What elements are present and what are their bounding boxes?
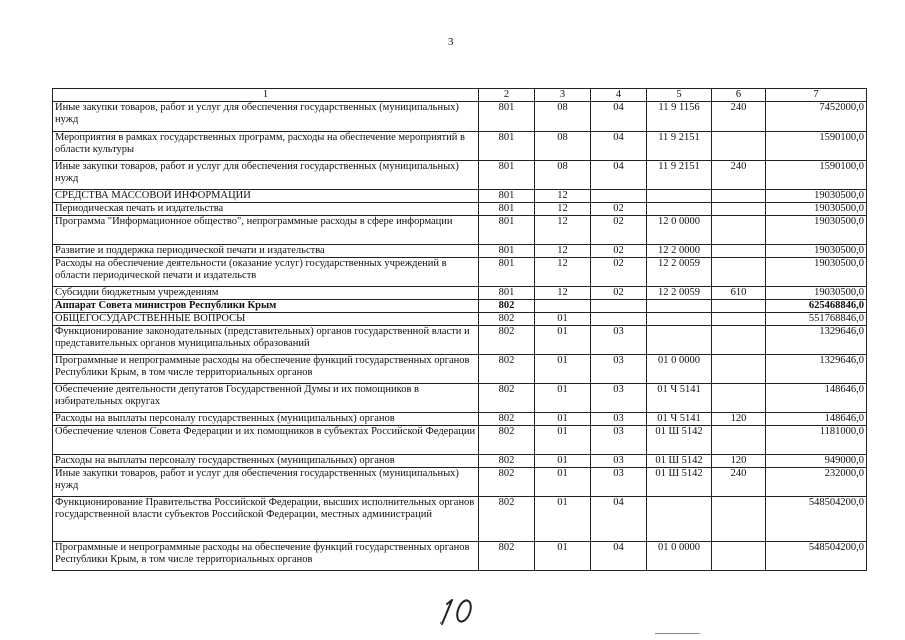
section-cell: 01: [535, 542, 591, 571]
table-row: [53, 300, 867, 313]
section-cell: 01: [535, 326, 591, 355]
expense-type-cell: [712, 258, 766, 287]
header-cell: 6: [712, 89, 766, 102]
target-article-cell: [647, 497, 712, 542]
sum-cell: 551768846,0: [766, 313, 867, 326]
grbs-cell: 802: [479, 542, 535, 571]
target-article-cell: 01 0 0000: [647, 355, 712, 384]
subsection-cell: 03: [591, 426, 647, 455]
grbs-cell: 802: [479, 300, 535, 313]
grbs-cell: 801: [479, 258, 535, 287]
sum-cell: 19030500,0: [766, 203, 867, 216]
row-name-cell: Субсидии бюджетным учреждениям: [53, 287, 479, 300]
sum-cell: 148646,0: [766, 413, 867, 426]
grbs-cell: 802: [479, 326, 535, 355]
expense-type-cell: 120: [712, 413, 766, 426]
header-cell: 3: [535, 89, 591, 102]
section-cell: 01: [535, 384, 591, 413]
row-name-cell: Расходы на выплаты персоналу государственных (муниципальных) органов: [53, 413, 479, 426]
row-name-cell: СРЕДСТВА МАССОВОЙ ИНФОРМАЦИИ: [53, 190, 479, 203]
sum-cell: 1590100,0: [766, 132, 867, 161]
section-cell: [535, 300, 591, 313]
table-row: [53, 497, 867, 542]
scan-artifact: [440, 622, 442, 624]
sum-cell: 148646,0: [766, 384, 867, 413]
grbs-cell: 801: [479, 161, 535, 190]
page-number: 3: [448, 36, 454, 48]
expense-type-cell: 240: [712, 161, 766, 190]
expense-type-cell: [712, 384, 766, 413]
target-article-cell: 01 Ш 5142: [647, 455, 712, 468]
section-cell: 12: [535, 216, 591, 245]
table-row: [53, 355, 867, 384]
row-name-cell: Программные и непрограммные расходы на обеспечение функций государственных органов Республики Крым, в том числе территориальных органов: [53, 542, 479, 571]
target-article-cell: [647, 313, 712, 326]
table-header-row: [53, 89, 867, 102]
section-cell: 01: [535, 426, 591, 455]
grbs-cell: 801: [479, 287, 535, 300]
table-row: [53, 132, 867, 161]
row-name-cell: Обеспечение членов Совета Федерации и их помощников в субъектах Российской Федерации: [53, 426, 479, 455]
table-row: [53, 216, 867, 245]
subsection-cell: 04: [591, 161, 647, 190]
subsection-cell: 04: [591, 542, 647, 571]
target-article-cell: 01 Ч 5141: [647, 384, 712, 413]
expense-type-cell: [712, 355, 766, 384]
section-cell: 01: [535, 468, 591, 497]
subsection-cell: 04: [591, 132, 647, 161]
row-name-cell: Программа "Информационное общество", непрограммные расходы в сфере информации: [53, 216, 479, 245]
section-cell: 01: [535, 497, 591, 542]
section-cell: 08: [535, 161, 591, 190]
sum-cell: 232000,0: [766, 468, 867, 497]
section-cell: 01: [535, 413, 591, 426]
row-name-cell: Функционирование законодательных (представительных) органов государственной власти и представительных органов муниципальных образований: [53, 326, 479, 355]
sum-cell: 1181000,0: [766, 426, 867, 455]
section-cell: 01: [535, 455, 591, 468]
table-row: [53, 313, 867, 326]
expense-type-cell: 610: [712, 287, 766, 300]
grbs-cell: 802: [479, 355, 535, 384]
section-cell: 12: [535, 258, 591, 287]
target-article-cell: 11 9 2151: [647, 132, 712, 161]
table-row: [53, 102, 867, 132]
section-cell: 01: [535, 313, 591, 326]
grbs-cell: 801: [479, 102, 535, 132]
row-name-cell: Расходы на выплаты персоналу государственных (муниципальных) органов: [53, 455, 479, 468]
row-name-cell: ОБЩЕГОСУДАРСТВЕННЫЕ ВОПРОСЫ: [53, 313, 479, 326]
expense-type-cell: [712, 190, 766, 203]
target-article-cell: 01 0 0000: [647, 542, 712, 571]
table-row: [53, 287, 867, 300]
row-name-cell: Аппарат Совета министров Республики Крым: [53, 300, 479, 313]
section-cell: 12: [535, 287, 591, 300]
handwritten-page-number: [430, 590, 490, 630]
table-row: [53, 468, 867, 497]
subsection-cell: [591, 190, 647, 203]
expense-type-cell: [712, 203, 766, 216]
subsection-cell: 03: [591, 413, 647, 426]
expense-type-cell: [712, 216, 766, 245]
sum-cell: 19030500,0: [766, 258, 867, 287]
target-article-cell: 01 Ш 5142: [647, 426, 712, 455]
grbs-cell: 801: [479, 203, 535, 216]
grbs-cell: 802: [479, 455, 535, 468]
section-cell: 08: [535, 132, 591, 161]
grbs-cell: 802: [479, 468, 535, 497]
header-cell: 2: [479, 89, 535, 102]
header-cell: 5: [647, 89, 712, 102]
subsection-cell: 03: [591, 468, 647, 497]
target-article-cell: 12 2 0059: [647, 287, 712, 300]
subsection-cell: 02: [591, 287, 647, 300]
grbs-cell: 801: [479, 190, 535, 203]
sum-cell: 19030500,0: [766, 216, 867, 245]
sum-cell: 19030500,0: [766, 190, 867, 203]
sum-cell: 548504200,0: [766, 497, 867, 542]
table-row: [53, 203, 867, 216]
target-article-cell: 12 0 0000: [647, 216, 712, 245]
expense-type-cell: [712, 300, 766, 313]
table-row: [53, 413, 867, 426]
subsection-cell: 04: [591, 102, 647, 132]
scan-artifact: [655, 633, 700, 634]
subsection-cell: 03: [591, 455, 647, 468]
grbs-cell: 802: [479, 313, 535, 326]
expense-type-cell: [712, 426, 766, 455]
expense-type-cell: [712, 245, 766, 258]
grbs-cell: 801: [479, 132, 535, 161]
row-name-cell: Программные и непрограммные расходы на обеспечение функций государственных органов Республики Крым, в том числе территориальных органов: [53, 355, 479, 384]
sum-cell: 19030500,0: [766, 287, 867, 300]
section-cell: 01: [535, 355, 591, 384]
target-article-cell: [647, 326, 712, 355]
sum-cell: 1329646,0: [766, 355, 867, 384]
grbs-cell: 802: [479, 384, 535, 413]
row-name-cell: Иные закупки товаров, работ и услуг для обеспечения государственных (муниципальных) нужд: [53, 102, 479, 132]
table-row: [53, 245, 867, 258]
subsection-cell: 02: [591, 258, 647, 287]
sum-cell: 19030500,0: [766, 245, 867, 258]
table-row: [53, 455, 867, 468]
table-row: [53, 161, 867, 190]
table-row: [53, 426, 867, 455]
table-row: [53, 542, 867, 571]
sum-cell: 1329646,0: [766, 326, 867, 355]
target-article-cell: 12 2 0059: [647, 258, 712, 287]
row-name-cell: Мероприятия в рамках государственных программ, расходы на обеспечение мероприятий в области культуры: [53, 132, 479, 161]
row-name-cell: Расходы на обеспечение деятельности (оказание услуг) государственных учреждений в области периодической печати и издательств: [53, 258, 479, 287]
sum-cell: 625468846,0: [766, 300, 867, 313]
target-article-cell: [647, 190, 712, 203]
row-name-cell: Периодическая печать и издательства: [53, 203, 479, 216]
section-cell: 12: [535, 245, 591, 258]
row-name-cell: Функционирование Правительства Российской Федерации, высших исполнительных органов государственной власти субъектов Российской Федерации, местных администраций: [53, 497, 479, 542]
grbs-cell: 801: [479, 216, 535, 245]
subsection-cell: 02: [591, 216, 647, 245]
sum-cell: 949000,0: [766, 455, 867, 468]
subsection-cell: [591, 313, 647, 326]
grbs-cell: 802: [479, 497, 535, 542]
expense-type-cell: 240: [712, 102, 766, 132]
header-cell: 4: [591, 89, 647, 102]
table-row: [53, 326, 867, 355]
sum-cell: 548504200,0: [766, 542, 867, 571]
sum-cell: 7452000,0: [766, 102, 867, 132]
target-article-cell: 12 2 0000: [647, 245, 712, 258]
grbs-cell: 802: [479, 426, 535, 455]
budget-table: [52, 88, 867, 571]
expense-type-cell: [712, 497, 766, 542]
table-row: [53, 190, 867, 203]
expense-type-cell: 120: [712, 455, 766, 468]
subsection-cell: 03: [591, 326, 647, 355]
target-article-cell: 11 9 2151: [647, 161, 712, 190]
target-article-cell: [647, 300, 712, 313]
expense-type-cell: [712, 313, 766, 326]
table-row: [53, 384, 867, 413]
header-cell: 7: [766, 89, 867, 102]
table-row: [53, 258, 867, 287]
section-cell: 12: [535, 190, 591, 203]
row-name-cell: Развитие и поддержка периодической печати и издательства: [53, 245, 479, 258]
subsection-cell: 02: [591, 245, 647, 258]
expense-type-cell: 240: [712, 468, 766, 497]
header-cell: 1: [53, 89, 479, 102]
expense-type-cell: [712, 542, 766, 571]
target-article-cell: 11 9 1156: [647, 102, 712, 132]
expense-type-cell: [712, 326, 766, 355]
target-article-cell: 01 Ш 5142: [647, 468, 712, 497]
row-name-cell: Обеспечение деятельности депутатов Государственной Думы и их помощников в избирательных округах: [53, 384, 479, 413]
section-cell: 08: [535, 102, 591, 132]
target-article-cell: 01 Ч 5141: [647, 413, 712, 426]
row-name-cell: Иные закупки товаров, работ и услуг для обеспечения государственных (муниципальных) нужд: [53, 161, 479, 190]
sum-cell: 1590100,0: [766, 161, 867, 190]
subsection-cell: 03: [591, 355, 647, 384]
section-cell: 12: [535, 203, 591, 216]
target-article-cell: [647, 203, 712, 216]
subsection-cell: 02: [591, 203, 647, 216]
row-name-cell: Иные закупки товаров, работ и услуг для обеспечения государственных (муниципальных) нужд: [53, 468, 479, 497]
grbs-cell: 801: [479, 245, 535, 258]
expense-type-cell: [712, 132, 766, 161]
grbs-cell: 802: [479, 413, 535, 426]
subsection-cell: 04: [591, 497, 647, 542]
subsection-cell: 03: [591, 384, 647, 413]
subsection-cell: [591, 300, 647, 313]
